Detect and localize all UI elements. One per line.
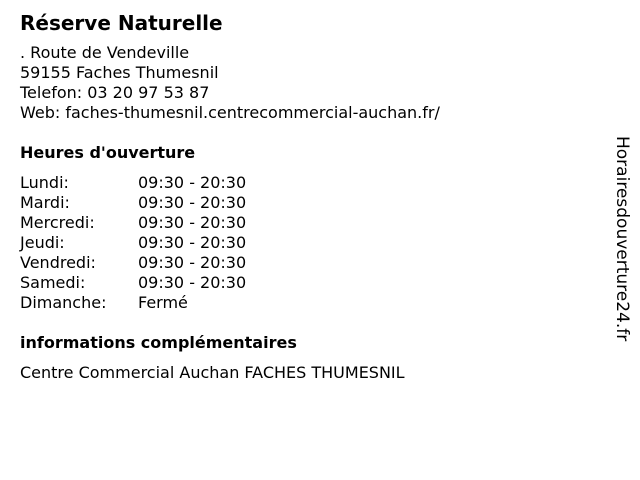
- day-label: Dimanche:: [20, 293, 107, 312]
- website: Web: faches-thumesnil.centrecommercial-auchan.fr/: [20, 103, 440, 122]
- hours-row-thursday: [20, 233, 600, 253]
- opening-hours-list: [20, 173, 600, 313]
- hours-row-sunday: [20, 293, 600, 313]
- day-label: Mercredi:: [20, 213, 95, 232]
- time-range: 09:30 - 20:30: [138, 273, 247, 292]
- day-label: Lundi:: [20, 173, 69, 192]
- time-range: 09:30 - 20:30: [138, 173, 247, 192]
- hours-row-saturday: [20, 273, 600, 293]
- time-range: 09:30 - 20:30: [138, 253, 247, 272]
- hours-heading: Heures d'ouverture: [20, 143, 196, 162]
- address-line-street: . Route de Vendeville: [20, 43, 190, 62]
- phone-number: Telefon: 03 20 97 53 87: [20, 83, 210, 102]
- day-label: Jeudi:: [20, 233, 65, 252]
- hours-row-tuesday: [20, 193, 600, 213]
- day-label: Samedi:: [20, 273, 86, 292]
- hours-row-friday: [20, 253, 600, 273]
- info-heading: informations complémentaires: [20, 333, 297, 352]
- store-card: [20, 9, 600, 383]
- store-title: Réserve Naturelle: [20, 11, 223, 35]
- store-address: [20, 43, 600, 123]
- time-range: Fermé: [138, 293, 188, 312]
- time-range: 09:30 - 20:30: [138, 213, 247, 232]
- address-line-city: 59155 Faches Thumesnil: [20, 63, 219, 82]
- time-range: 09:30 - 20:30: [138, 233, 247, 252]
- day-label: Vendredi:: [20, 253, 96, 272]
- hours-row-monday: [20, 173, 600, 193]
- info-text: Centre Commercial Auchan FACHES THUMESNIL: [20, 363, 405, 382]
- hours-row-wednesday: [20, 213, 600, 233]
- time-range: 09:30 - 20:30: [138, 193, 247, 212]
- day-label: Mardi:: [20, 193, 70, 212]
- site-watermark: Horairesdouverture24.fr: [612, 136, 632, 342]
